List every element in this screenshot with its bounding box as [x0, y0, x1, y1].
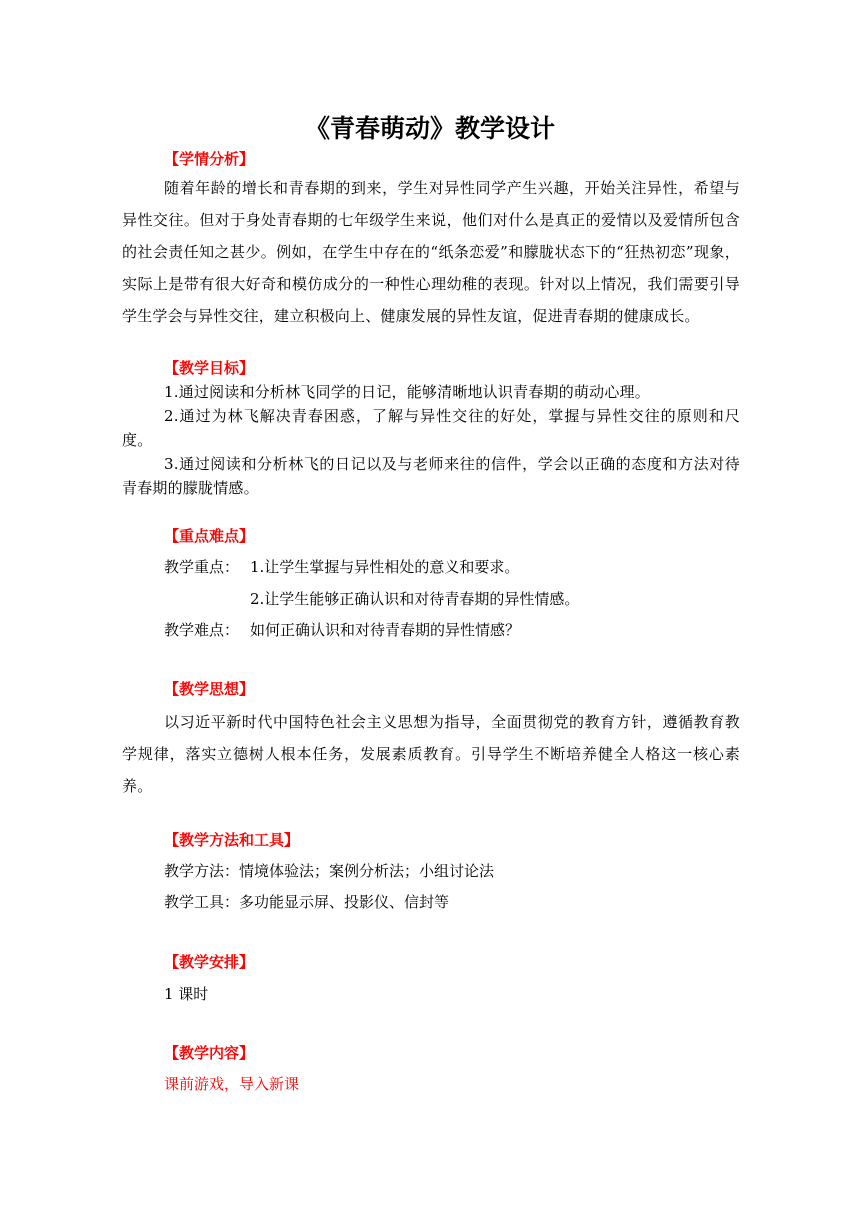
method-line: 教学方法：情境体验法；案例分析法；小组讨论法 [164, 862, 495, 880]
section-heading-key-points: 【重点难点】 [164, 527, 255, 545]
goal-item-2: 2.通过为林飞解决青春困惑，了解与异性交往的好处，掌握与异性交往的原则和尺度。 [122, 407, 740, 449]
document-title: 《青春萌动》教学设计 [304, 114, 555, 143]
section-heading-content: 【教学内容】 [164, 1044, 255, 1062]
difficulty-label: 教学难点： [164, 621, 240, 639]
analysis-paragraph: 随着年龄的增长和青春期的到来，学生对异性同学产生兴趣，开始关注异性，希望与异性交往。但对于身处青春期的七年级学生来说，他们对什么是真正的爱情以及爱情所包含的社会责任知之甚少。例如，在学生中存在的“纸条恋爱”和朦胧状态下的“狂热初恋”现象，实际上是带有很大好奇和模仿成分的一种性心理幼稚的表现。针对以上情况，我们需要引导学生学会与异性交往，建立积极向上、健康发展的异性友谊，促进青春期的健康成长。 [122, 179, 740, 325]
arrangement-text: 1 课时 [164, 985, 209, 1003]
section-heading-goals: 【教学目标】 [164, 359, 255, 377]
section-heading-arrangement: 【教学安排】 [164, 953, 255, 971]
goal-item-1: 1.通过阅读和分析林飞同学的日记，能够清晰地认识青春期的萌动心理。 [164, 383, 650, 401]
section-heading-analysis: 【学情分析】 [164, 150, 255, 168]
section-heading-methods: 【教学方法和工具】 [164, 831, 300, 849]
difficulty-text: 如何正确认识和对待青春期的异性情感？ [250, 621, 521, 639]
focus-label: 教学重点： [164, 558, 240, 576]
thought-paragraph: 以习近平新时代中国特色社会主义思想为指导，全面贯彻党的教育方针，遵循教育教学规律，落实立德树人根本任务，发展素质教育。引导学生不断培养健全人格这一核心素养。 [122, 713, 740, 795]
section-heading-thought: 【教学思想】 [164, 680, 255, 698]
focus-item-2: 2.让学生能够正确认识和对待青春期的异性情感。 [250, 590, 580, 608]
goal-item-3: 3.通过阅读和分析林飞的日记以及与老师来往的信件，学会以正确的态度和方法对待青春期的朦胧情感。 [122, 455, 740, 497]
focus-item-1: 1.让学生掌握与异性相处的意义和要求。 [250, 558, 520, 576]
content-first-item: 课前游戏，导入新课 [164, 1075, 300, 1093]
tool-line: 教学工具：多功能显示屏、投影仪、信封等 [164, 893, 450, 911]
